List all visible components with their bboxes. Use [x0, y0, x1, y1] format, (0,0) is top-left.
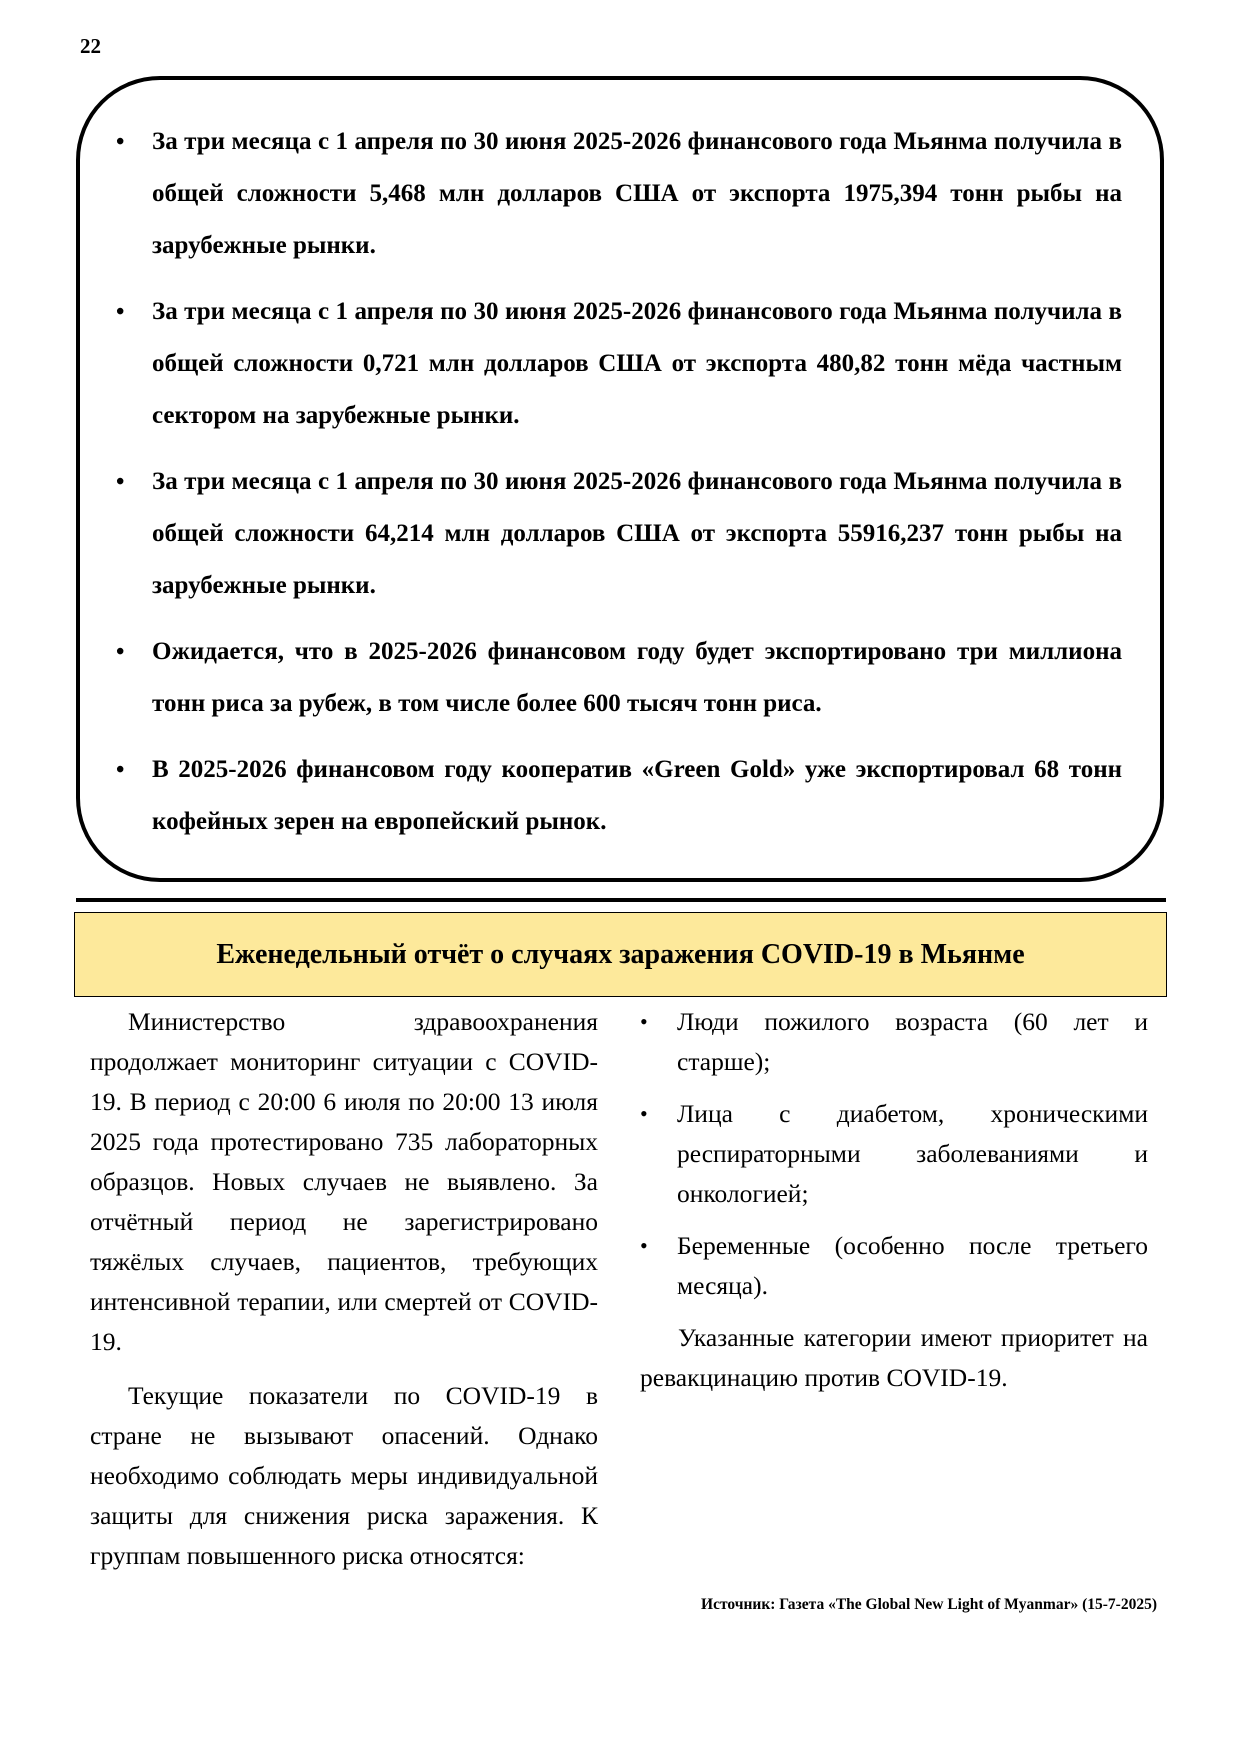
- risk-group-item: • Люди пожилого возраста (60 лет и старше);: [640, 1002, 1148, 1082]
- facts-box: [76, 76, 1164, 882]
- facts-list: [152, 116, 1122, 862]
- risk-group-item: • Беременные (особенно после третьего месяца).: [640, 1226, 1148, 1306]
- article-paragraph: Указанные категории имеют приоритет на ревакцинацию против COVID-19.: [640, 1323, 1148, 1392]
- article-paragraph: Министерство здравоохранения продолжает мониторинг ситуации с COVID-19. В период с 20:00 6 июля по 20:00 13 июля 2025 года протестировано 735 лабораторных образцов. Новых случаев не выявлено. За отчётный период не зарегистрировано тяжёлых случаев, пациентов, требующих интенсивной терапии, или смертей от COVID-19.: [90, 1007, 598, 1356]
- article-title: Еженедельный отчёт о случаях заражения COVID-19 в Мьянме: [74, 912, 1167, 997]
- source-note: Источник: Газета «The Global New Light of Myanmar» (15-7-2025): [701, 1596, 1157, 1613]
- article-paragraph: Текущие показатели по COVID-19 в стране не вызывают опасений. Однако необходимо соблюдать меры индивидуальной защиты для снижения риска заражения. К группам повышенного риска относятся:: [90, 1381, 598, 1570]
- risk-group-item: • Лица с диабетом, хроническими респираторными заболеваниями и онкологией;: [640, 1094, 1148, 1214]
- fact-item: • За три месяца с 1 апреля по 30 июня 2025-2026 финансового года Мьянма получила в общей сложности 64,214 млн долларов США от экспорта 55916,237 тонн рыбы на зарубежные рынки.: [152, 456, 1122, 612]
- page-number: 22: [80, 34, 101, 58]
- fact-item: • Ожидается, что в 2025-2026 финансовом году будет экспортировано три миллиона тонн риса за рубеж, в том числе более 600 тысяч тонн риса.: [152, 626, 1122, 730]
- fact-item: • За три месяца с 1 апреля по 30 июня 2025-2026 финансового года Мьянма получила в общей сложности 0,721 млн долларов США от экспорта 480,82 тонн мёда частным сектором на зарубежные рынки.: [152, 286, 1122, 442]
- risk-groups-list: [640, 1002, 1148, 1306]
- fact-item: • За три месяца с 1 апреля по 30 июня 2025-2026 финансового года Мьянма получила в общей сложности 5,468 млн долларов США от экспорта 1975,394 тонн рыбы на зарубежные рынки.: [152, 116, 1122, 272]
- section-divider: [76, 898, 1166, 902]
- article-left-column: [90, 1002, 598, 1590]
- article-right-column: [640, 1002, 1148, 1398]
- fact-item: • В 2025-2026 финансовом году кооператив «Green Gold» уже экспортировал 68 тонн кофейных зерен на европейский рынок.: [152, 744, 1122, 848]
